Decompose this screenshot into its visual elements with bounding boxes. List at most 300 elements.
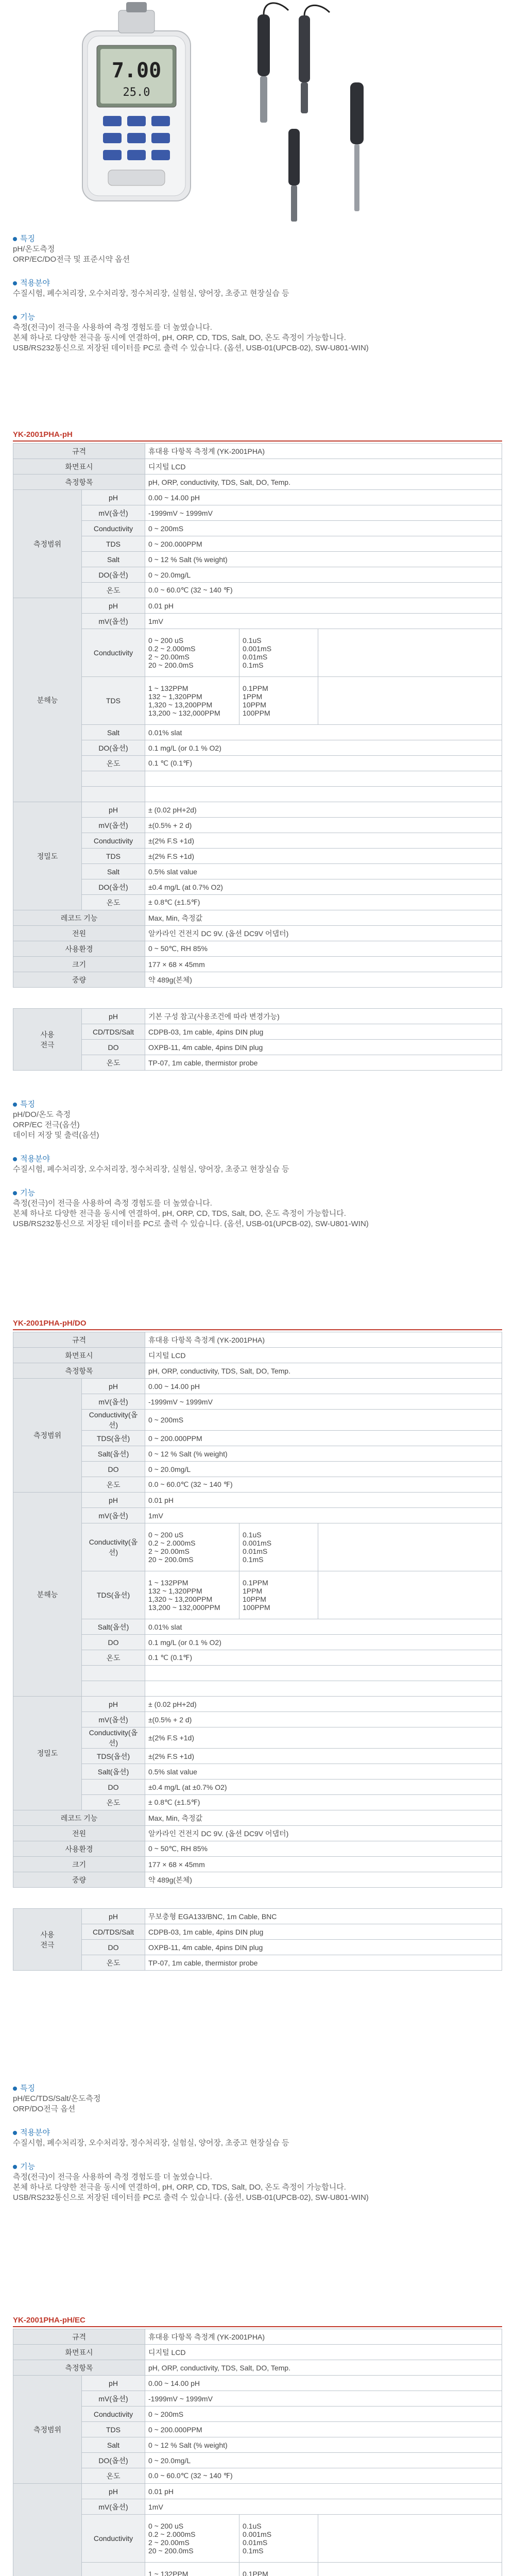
bullet-icon (13, 237, 17, 241)
info-heading-text: 특징 (20, 2084, 35, 2093)
display-value: 디지털 LCD (145, 1348, 502, 1363)
option-value: CDPB-03, 1m cable, 4pins DIN plug (145, 1024, 502, 1040)
info-heading-features (13, 234, 507, 244)
spec-row (13, 957, 502, 972)
items-label: 측정항목 (13, 1363, 145, 1379)
tds-res-line: 0.1PPM (243, 684, 268, 692)
bullet-icon (13, 315, 17, 319)
range-param: TDS(옵션) (82, 1431, 145, 1446)
info-heading-text: 기능 (20, 313, 35, 321)
range-param: mV(옵션) (82, 2391, 145, 2406)
spec-row (13, 614, 502, 629)
option-row (13, 1040, 502, 1055)
record-value: Max, Min, 측정값 (145, 910, 502, 926)
tds-range-line: 1 ~ 132PPM (148, 1579, 188, 1587)
spec-row (13, 1857, 502, 1872)
res-blank (145, 1666, 502, 1681)
option-value: OXPB-11, 4m cable, 4pins DIN plug (145, 1940, 502, 1955)
res-value: 0.1 ℃ (0.1℉) (145, 756, 502, 771)
option-param: 온도 (82, 1955, 145, 1971)
env-label: 사용환경 (13, 1841, 145, 1857)
size-value: 177 × 68 × 45mm (145, 957, 502, 972)
model-label: YK-2001PHA-pH (13, 430, 73, 439)
acc-param: Conductivity (82, 833, 145, 849)
option-row (13, 1909, 502, 1924)
info-gap (13, 265, 507, 276)
spec-row (13, 1462, 502, 1477)
weight-value: 약 489g(본체) (145, 972, 502, 988)
items-value: pH, ORP, conductivity, TDS, Salt, DO, Temp. (145, 474, 502, 490)
info-heading-functions (13, 312, 507, 323)
bullet-icon (13, 2165, 17, 2169)
cond-res-line: 0.1uS (243, 636, 262, 645)
resolution-label: 분해능 (13, 1493, 82, 1697)
range-param: Salt (82, 552, 145, 567)
cond-res-line: 0.1mS (243, 661, 264, 669)
range-param: Conductivity (82, 521, 145, 536)
option-value: OXPB-11, 4m cable, 4pins DIN plug (145, 1040, 502, 1055)
res-param: pH (82, 598, 145, 614)
info-gap (13, 2148, 507, 2160)
acc-param: mV(옵션) (82, 1712, 145, 1727)
acc-value: 0.5% slat value (145, 1764, 502, 1780)
info-line: 데이터 저장 및 출력(옵션) (13, 1131, 99, 1140)
info-line: 수질시험, 폐수처리장, 오수처리장, 정수처리장, 실험실, 양어장, 초중고 현장실습 등 (13, 2139, 289, 2147)
model-label: YK-2001PHA-pH/DO (13, 1319, 87, 1328)
res-param (82, 787, 145, 802)
spec-row (13, 1379, 502, 1394)
size-label: 크기 (13, 1857, 145, 1872)
acc-value: ±0.4 mg/L (at 0.7% O2) (145, 879, 502, 895)
res-param: mV(옵션) (82, 614, 145, 629)
spec-row (13, 2563, 502, 2576)
env-label: 사용환경 (13, 941, 145, 957)
spec-value: 휴대용 다항목 측정계 (YK-2001PHA) (145, 444, 502, 459)
spec-row (13, 926, 502, 941)
info-heading-applications (13, 2128, 507, 2138)
spec-row (13, 598, 502, 614)
spec-value: 휴대용 다항목 측정계 (YK-2001PHA) (145, 2329, 502, 2345)
cond-range (145, 629, 239, 677)
acc-param: Conductivity(옵션) (82, 1727, 145, 1749)
power-value: 알카라인 건전지 DC 9V. (옵션 DC9V 어댑터) (145, 1826, 502, 1841)
spec-row (13, 1446, 502, 1462)
spec-table (13, 1332, 502, 1888)
tds-range-line: 1,320 ~ 13,200PPM (148, 1595, 213, 1603)
option-row (13, 1024, 502, 1040)
option-param: pH (82, 1009, 145, 1024)
cond-res-line: 0.001mS (243, 645, 272, 653)
option-param: pH (82, 1909, 145, 1924)
cond-res-line: 0.01mS (243, 1547, 268, 1555)
info-line: 본체 하나로 다양한 전극을 동시에 연결하여, pH, ORP, CD, TDS, Salt, DO, 온도 측정이 가능합니다. (13, 1209, 346, 1218)
info-line: 본체 하나로 다양한 전극을 동시에 연결하여, pH, ORP, CD, TDS, Salt, DO, 온도 측정이 가능합니다. (13, 333, 346, 342)
weight-label: 중량 (13, 1872, 145, 1888)
acc-value: ±(2% F.S +1d) (145, 833, 502, 849)
ph-probe-icon (258, 3, 288, 123)
cond-range-line: 20 ~ 200.0mS (148, 2547, 194, 2555)
model-underline (13, 2326, 502, 2327)
display-label: 화면표시 (13, 1348, 145, 1363)
cond-res-line: 0.1uS (243, 2522, 262, 2530)
tds-res-line: 10PPM (243, 701, 266, 709)
items-value: pH, ORP, conductivity, TDS, Salt, DO, Temp. (145, 1363, 502, 1379)
res-param (82, 1681, 145, 1697)
power-value: 알카라인 건전지 DC 9V. (옵션 DC9V 어댑터) (145, 926, 502, 941)
record-label: 레코드 기능 (13, 1810, 145, 1826)
cond-res-line: 0.1mS (243, 1555, 264, 1564)
res-value: 0.01 pH (145, 1493, 502, 1508)
info-line: ORP/DO전극 옵션 (13, 2105, 76, 2113)
acc-param: pH (82, 1697, 145, 1712)
acc-value: ± 0.8℃ (±1.5℉) (145, 895, 502, 910)
res-param: Conductivity (82, 2515, 145, 2563)
info-line: 측정(전극)이 전극을 사용하여 측정 경험도를 더 높였습니다. (13, 2173, 212, 2181)
spec-row (13, 879, 502, 895)
range-param: Salt (82, 2437, 145, 2453)
items-label: 측정항목 (13, 2360, 145, 2376)
option-row (13, 1055, 502, 1071)
res-param: mV(옵션) (82, 2499, 145, 2515)
tds-res (239, 2563, 318, 2576)
info-heading-applications (13, 1154, 507, 1164)
res-blank (318, 629, 502, 677)
range-param: DO(옵션) (82, 567, 145, 583)
spec-row (13, 771, 502, 787)
cond-res-line: 0.01mS (243, 653, 268, 661)
info-heading-functions (13, 2162, 507, 2172)
option-param: DO (82, 1940, 145, 1955)
spec-row (13, 1619, 502, 1635)
tds-res-line: 0.1PPM (243, 1579, 268, 1587)
cond-res-line: 0.1mS (243, 2547, 264, 2555)
cond-range-line: 2 ~ 20.00mS (148, 653, 190, 661)
res-blank (318, 1571, 502, 1619)
acc-value: ±(0.5% + 2 d) (145, 818, 502, 833)
spec-row (13, 1697, 502, 1712)
tds-range-line: 132 ~ 1,320PPM (148, 1587, 202, 1595)
res-param: Salt (82, 725, 145, 740)
range-param: DO(옵션) (82, 2453, 145, 2468)
spec-row (13, 1780, 502, 1795)
tds-res-line: 1PPM (243, 692, 263, 701)
spec-row (13, 536, 502, 552)
spec-table (13, 443, 502, 988)
range-value: 0 ~ 200.000PPM (145, 536, 502, 552)
cond-res (239, 1523, 318, 1571)
range-param: Conductivity (82, 2406, 145, 2422)
range-param: pH (82, 2376, 145, 2391)
spec-row (13, 1348, 502, 1363)
info-line: 수질시험, 폐수처리장, 오수처리장, 정수처리장, 실험실, 양어장, 초중고 현장실습 등 (13, 289, 289, 298)
spec-row (13, 1795, 502, 1810)
spec-row (13, 1712, 502, 1727)
spec-row (13, 474, 502, 490)
range-label: 측정범위 (13, 2376, 82, 2484)
cond-range (145, 2515, 239, 2563)
conductivity-probe-icon (299, 5, 330, 113)
record-value: Max, Min, 측정값 (145, 1810, 502, 1826)
acc-value: ±(2% F.S +1d) (145, 1749, 502, 1764)
range-label: 측정범위 (13, 1379, 82, 1493)
spec-row (13, 1681, 502, 1697)
cond-range-line: 2 ~ 20.00mS (148, 1547, 190, 1555)
res-param: 온도 (82, 756, 145, 771)
spec-row (13, 2329, 502, 2345)
spec-row (13, 864, 502, 879)
info-heading-features (13, 2083, 507, 2094)
spec-row (13, 677, 502, 725)
option-param: CD/TDS/Salt (82, 1024, 145, 1040)
cond-range-line: 20 ~ 200.0mS (148, 1555, 194, 1564)
section-info (13, 1097, 507, 1229)
res-param: 온도 (82, 1650, 145, 1666)
info-heading-features (13, 1099, 507, 1110)
spec-table (13, 2329, 502, 2576)
info-heading-applications (13, 278, 507, 289)
resolution-label: 분해능 (13, 598, 82, 802)
spec-row (13, 1650, 502, 1666)
range-value: 0.0 ~ 60.0℃ (32 ~ 140 ℉) (145, 583, 502, 598)
spec-row (13, 1764, 502, 1780)
range-value: 0.0 ~ 60.0℃ (32 ~ 140 ℉) (145, 2468, 502, 2484)
range-value: -1999mV ~ 1999mV (145, 1394, 502, 1410)
range-param: Conductivity(옵션) (82, 1410, 145, 1431)
res-param: Salt(옵션) (82, 1619, 145, 1635)
spec-row (13, 787, 502, 802)
cond-range-line: 0.2 ~ 2.000mS (148, 645, 196, 653)
spec-row (13, 972, 502, 988)
option-param: DO (82, 1040, 145, 1055)
display-value: 디지털 LCD (145, 459, 502, 474)
tds-range-line: 1 ~ 132PPM (148, 684, 188, 692)
range-param: TDS (82, 2422, 145, 2437)
info-heading-text: 적용분야 (20, 2128, 50, 2137)
cond-range-line: 0 ~ 200 uS (148, 2522, 184, 2530)
meter-display-bottom: 25.0 (123, 86, 150, 99)
electrode-options-table (13, 1008, 502, 1071)
info-line: pH/DO/온도 측정 (13, 1110, 71, 1119)
option-value: TP-07, 1m cable, thermistor probe (145, 1955, 502, 1971)
acc-value: ±(0.5% + 2 d) (145, 1712, 502, 1727)
acc-value: ±(2% F.S +1d) (145, 1727, 502, 1749)
range-param: TDS (82, 536, 145, 552)
res-param (82, 2563, 145, 2576)
tds-res-line: 100PPM (243, 709, 270, 717)
display-value: 디지털 LCD (145, 2345, 502, 2360)
spec-row (13, 2376, 502, 2391)
tds-res-line: 100PPM (243, 1603, 270, 1612)
option-row (13, 1924, 502, 1940)
info-line: ORP/EC 전극(옵션) (13, 1121, 80, 1129)
range-value: 0 ~ 200mS (145, 521, 502, 536)
info-heading-text: 특징 (20, 1100, 35, 1109)
option-value: CDPB-03, 1m cable, 4pins DIN plug (145, 1924, 502, 1940)
range-value: -1999mV ~ 1999mV (145, 505, 502, 521)
cond-res (239, 629, 318, 677)
tds-range-line: 1,320 ~ 13,200PPM (148, 701, 213, 709)
options-label: 사용 전극 (13, 1009, 82, 1071)
cond-range-line: 2 ~ 20.00mS (148, 2538, 190, 2547)
res-param (82, 1666, 145, 1681)
bullet-icon (13, 281, 17, 285)
spec-row (13, 1841, 502, 1857)
tds-range (145, 2563, 239, 2576)
range-value: 0.00 ~ 14.00 pH (145, 2376, 502, 2391)
acc-param: DO(옵션) (82, 879, 145, 895)
info-gap (13, 1141, 507, 1152)
acc-param: Salt(옵션) (82, 1764, 145, 1780)
accuracy-label: 정밀도 (13, 802, 82, 910)
info-heading-text: 적용분야 (20, 279, 50, 287)
info-line: pH/EC/TDS/Salt/온도측정 (13, 2094, 101, 2103)
spec-row (13, 2345, 502, 2360)
tds-res-line: 0.1PPM (243, 2570, 268, 2576)
acc-value: 0.5% slat value (145, 864, 502, 879)
info-line: ORP/EC/DO전극 및 표준시약 옵션 (13, 255, 130, 264)
spec-row (13, 552, 502, 567)
spec-row (13, 2484, 502, 2499)
info-line: USB/RS232통신으로 저장된 데이터를 PC로 출력 수 있습니다. (옵션, USB-01(UPCB-02), SW-U801-WIN) (13, 344, 369, 352)
info-heading-text: 기능 (20, 2162, 35, 2171)
bullet-icon (13, 2087, 17, 2091)
option-row (13, 1009, 502, 1024)
spec-label: 규격 (13, 1332, 145, 1348)
tds-range-line: 13,200 ~ 132,000PPM (148, 1603, 220, 1612)
spec-row (13, 740, 502, 756)
spec-row (13, 1826, 502, 1841)
spec-row (13, 1394, 502, 1410)
spec-row (13, 910, 502, 926)
spec-row (13, 849, 502, 864)
spec-row (13, 1810, 502, 1826)
range-param: Salt(옵션) (82, 1446, 145, 1462)
res-value: 1mV (145, 1508, 502, 1523)
spec-row (13, 818, 502, 833)
spec-label: 규격 (13, 2329, 145, 2345)
bullet-icon (13, 2131, 17, 2135)
res-param: Conductivity(옵션) (82, 1523, 145, 1571)
option-row (13, 1940, 502, 1955)
tds-range (145, 677, 239, 725)
res-blank (318, 677, 502, 725)
acc-param: 온도 (82, 895, 145, 910)
acc-param: pH (82, 802, 145, 818)
res-blank (318, 1523, 502, 1571)
bullet-icon (13, 1191, 17, 1195)
spec-row (13, 1332, 502, 1348)
spec-row (13, 2422, 502, 2437)
tds-range-line: 13,200 ~ 132,000PPM (148, 709, 220, 717)
cond-res-line: 0.01mS (243, 2538, 268, 2547)
range-param: DO (82, 1462, 145, 1477)
spec-row (13, 444, 502, 459)
record-label: 레코드 기능 (13, 910, 145, 926)
cond-range-line: 0.2 ~ 2.000mS (148, 2530, 196, 2538)
cond-res (239, 2515, 318, 2563)
spec-row (13, 725, 502, 740)
res-blank (145, 771, 502, 787)
range-param: pH (82, 1379, 145, 1394)
info-heading-text: 특징 (20, 234, 35, 243)
model-label: YK-2001PHA-pH/EC (13, 2316, 85, 2325)
info-line: 측정(전극)이 전극을 사용하여 측정 경험도를 더 높였습니다. (13, 1199, 212, 1208)
res-param (82, 771, 145, 787)
option-param: CD/TDS/Salt (82, 1924, 145, 1940)
size-value: 177 × 68 × 45mm (145, 1857, 502, 1872)
spec-row (13, 1635, 502, 1650)
range-value: 0.00 ~ 14.00 pH (145, 490, 502, 505)
res-value: 0.1 mg/L (or 0.1 % O2) (145, 740, 502, 756)
option-param: 온도 (82, 1055, 145, 1071)
info-heading-text: 적용분야 (20, 1155, 50, 1163)
tds-range-line: 132 ~ 1,320PPM (148, 692, 202, 701)
res-param: Conductivity (82, 629, 145, 677)
spec-row (13, 1523, 502, 1571)
res-param: TDS (82, 677, 145, 725)
res-param: DO (82, 1635, 145, 1650)
acc-param: 온도 (82, 1795, 145, 1810)
temperature-probe-icon (350, 82, 364, 211)
res-value: 0.01% slat (145, 725, 502, 740)
spec-row (13, 1410, 502, 1431)
env-value: 0 ~ 50℃, RH 85% (145, 1841, 502, 1857)
tds-range (145, 1571, 239, 1619)
product-image (72, 0, 464, 227)
weight-value: 약 489g(본체) (145, 1872, 502, 1888)
meter-display-top: 7.00 (111, 59, 162, 82)
info-line: USB/RS232통신으로 저장된 데이터를 PC로 출력 수 있습니다. (옵션, USB-01(UPCB-02), SW-U801-WIN) (13, 1219, 369, 1228)
info-heading-functions (13, 1188, 507, 1198)
spec-row (13, 2391, 502, 2406)
info-line: USB/RS232통신으로 저장된 데이터를 PC로 출력 수 있습니다. (옵션, USB-01(UPCB-02), SW-U801-WIN) (13, 2193, 369, 2202)
range-value: -1999mV ~ 1999mV (145, 2391, 502, 2406)
resolution-label (13, 2484, 82, 2576)
option-row (13, 1955, 502, 1971)
info-gap (13, 299, 507, 310)
weight-label: 중량 (13, 972, 145, 988)
res-blank (318, 2563, 502, 2576)
spec-row (13, 1493, 502, 1508)
range-value: 0 ~ 12 % Salt (% weight) (145, 552, 502, 567)
acc-param: TDS (82, 849, 145, 864)
spec-row (13, 1363, 502, 1379)
spec-row (13, 1477, 502, 1493)
info-line: 본체 하나로 다양한 전극을 동시에 연결하여, pH, ORP, CD, TDS, Salt, DO, 온도 측정이 가능합니다. (13, 2183, 346, 2192)
bullet-icon (13, 1157, 17, 1161)
info-heading-text: 기능 (20, 1189, 35, 1197)
info-line: pH/온도측정 (13, 245, 55, 253)
info-line: 수질시험, 폐수처리장, 오수처리장, 정수처리장, 실험실, 양어장, 초중고 현장실습 등 (13, 1165, 289, 1174)
acc-value: ± (0.02 pH+2d) (145, 1697, 502, 1712)
acc-param: TDS(옵션) (82, 1749, 145, 1764)
items-value: pH, ORP, conductivity, TDS, Salt, DO, Temp. (145, 2360, 502, 2376)
range-value: 0.0 ~ 60.0℃ (32 ~ 140 ℉) (145, 1477, 502, 1493)
bullet-icon (13, 1103, 17, 1107)
res-value: 1mV (145, 614, 502, 629)
size-label: 크기 (13, 957, 145, 972)
range-value: 0 ~ 12 % Salt (% weight) (145, 1446, 502, 1462)
spec-row (13, 583, 502, 598)
spec-row (13, 567, 502, 583)
model-underline (13, 1329, 502, 1330)
range-param: 온도 (82, 1477, 145, 1493)
cond-range-line: 0 ~ 200 uS (148, 1531, 184, 1539)
res-blank (145, 787, 502, 802)
cond-res-line: 0.1uS (243, 1531, 262, 1539)
acc-value: ±0.4 mg/L (at ±0.7% O2) (145, 1780, 502, 1795)
cond-range-line: 0.2 ~ 2.000mS (148, 1539, 196, 1547)
